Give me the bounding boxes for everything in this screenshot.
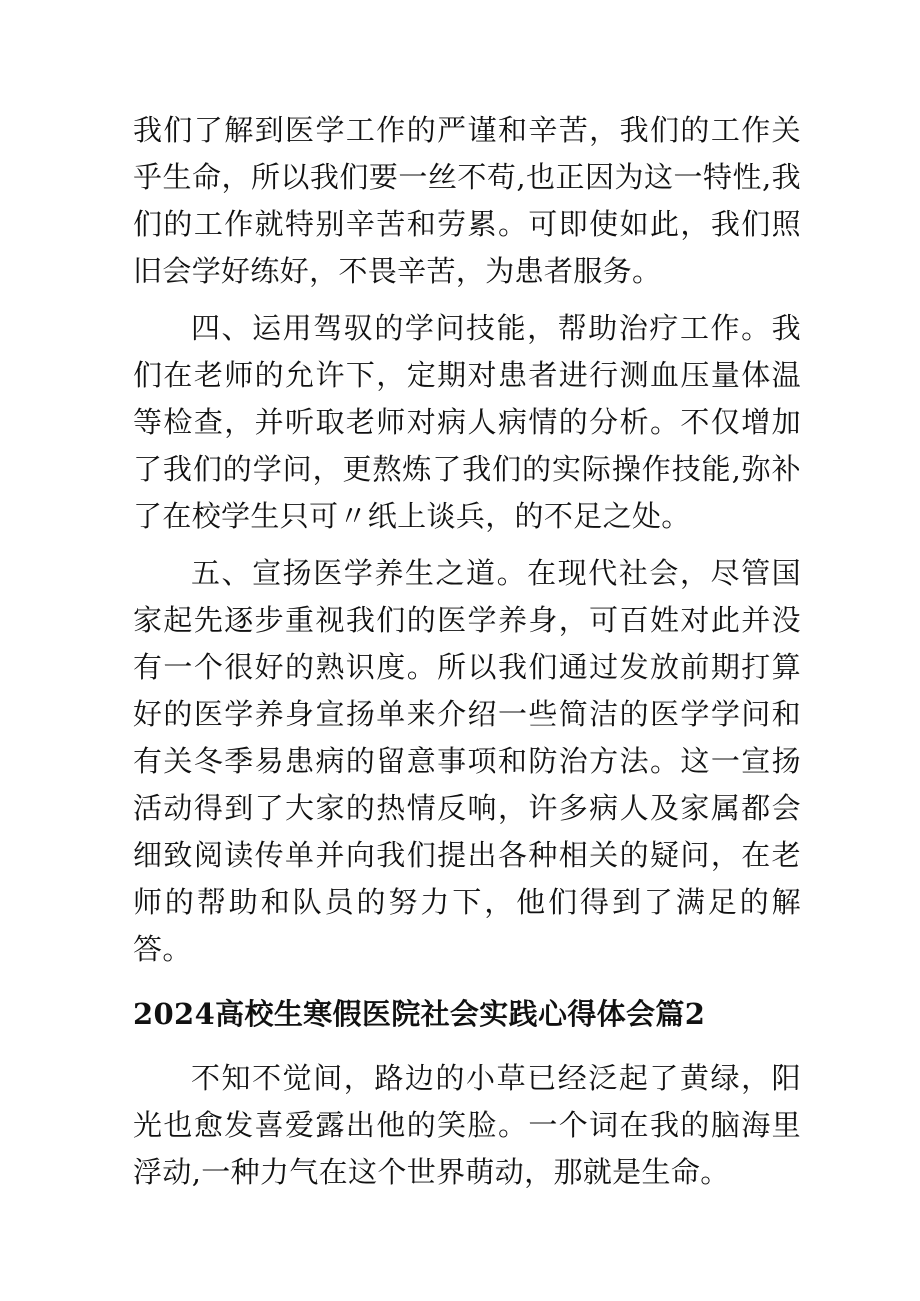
paragraph-point-five: 五、宣扬医学养生之道。在现代社会，尽管国家起先逐步重视我们的医学养身，可百姓对此并没有一个很好的熟识度。所以我们通过发放前期打算好的医学养身宣扬单来介绍一些简洁的医学学问和有关冬季易患病的留意事项和防治方法。这一宣扬活动得到了大家的热情反响，许多病人及家属都会细致阅读传单并向我们提出各种相关的疑问，在老师的帮助和队员的努力下，他们得到了满足的解答。	[133, 556, 801, 966]
document-body	[133, 107, 801, 1196]
paragraph-section2-intro: 不知不觉间，路边的小草已经泛起了黄绿，阳光也愈发喜爱露出他的笑脸。一个词在我的脑海里浮动,一种力气在这个世界萌动，那就是生命。	[133, 1061, 801, 1189]
paragraph-continuation: 我们了解到医学工作的严谨和辛苦，我们的工作关乎生命，所以我们要一丝不苟,也正因为这一特性,我们的工作就特别辛苦和劳累。可即使如此，我们照旧会学好练好，不畏辛苦，为患者服务。	[133, 113, 801, 288]
paragraph-point-four: 四、运用驾驭的学问技能，帮助治疗工作。我们在老师的允许下，定期对患者进行测血压量体温等检查，并听取老师对病人病情的分析。不仅增加了我们的学问，更熬炼了我们的实际操作技能,弥补了在校学生只可〃纸上谈兵，的不足之处。	[133, 311, 801, 533]
section-heading: 2024高校生寒假医院社会实践心得体会篇2	[133, 997, 706, 1031]
